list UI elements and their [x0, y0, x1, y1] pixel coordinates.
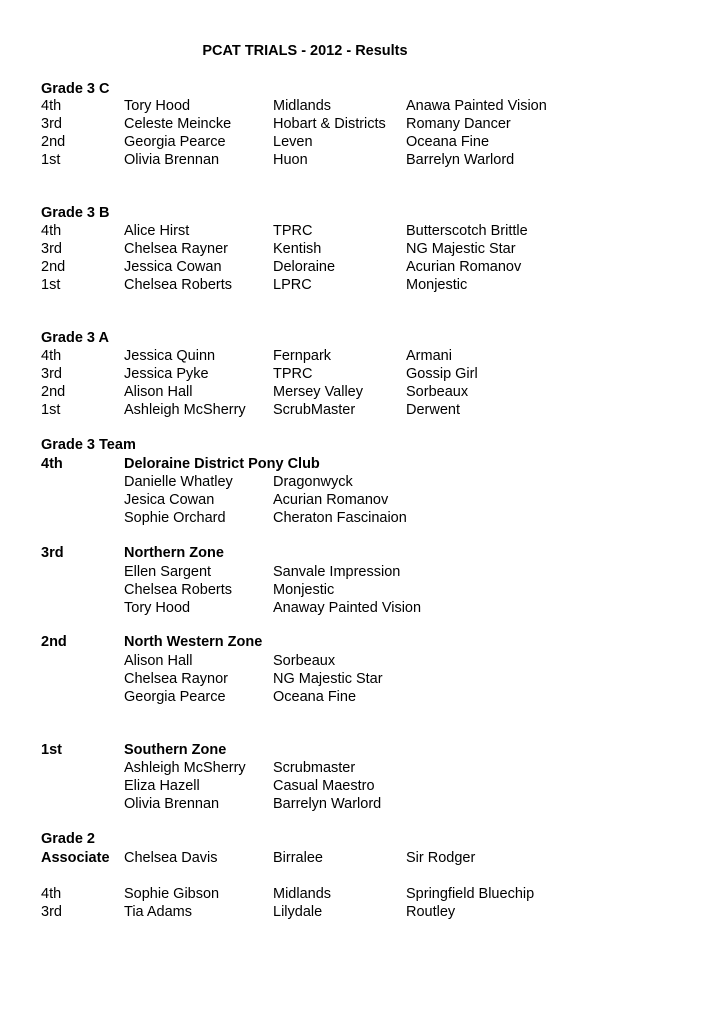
club-name: ScrubMaster [273, 402, 356, 418]
rider-name: Chelsea Rayner [124, 241, 228, 257]
club-name: Leven [273, 134, 313, 150]
rider-name: Eliza Hazell [124, 778, 200, 794]
team-placing: 1st [41, 742, 62, 758]
section-heading-grade-2: Grade 2 [41, 831, 95, 847]
rider-name: Olivia Brennan [124, 152, 220, 168]
rider-name: Chelsea Raynor [124, 671, 228, 687]
horse-name: Barrelyn Warlord [273, 796, 382, 812]
club-name: Lilydale [273, 904, 323, 920]
club-name: Fernpark [273, 348, 332, 364]
rider-name: Jesica Cowan [124, 492, 215, 508]
rider-name: Ellen Sargent [124, 564, 212, 580]
placing: 2nd [41, 384, 66, 400]
horse-name: Barrelyn Warlord [406, 152, 515, 168]
club-name: LPRC [273, 277, 312, 293]
horse-name: Sorbeaux [406, 384, 469, 400]
horse-name: Springfield Bluechip [406, 886, 535, 902]
horse-name: Oceana Fine [273, 689, 357, 705]
rider-name: Jessica Quinn [124, 348, 216, 364]
section-heading-grade-3-c: Grade 3 C [41, 81, 110, 97]
placing: 4th [41, 98, 62, 114]
horse-name: Sir Rodger [406, 850, 476, 866]
horse-name: Oceana Fine [406, 134, 490, 150]
rider-name: Alison Hall [124, 653, 193, 669]
horse-name: Butterscotch Brittle [406, 223, 528, 239]
horse-name: Casual Maestro [273, 778, 375, 794]
horse-name: Monjestic [406, 277, 468, 293]
horse-name: Anawa Painted Vision [406, 98, 547, 114]
team-placing: 2nd [41, 634, 67, 650]
section-heading-grade-3-b: Grade 3 B [41, 205, 110, 221]
club-name: Huon [273, 152, 308, 168]
horse-name: Acurian Romanov [273, 492, 389, 508]
team-name: Deloraine District Pony Club [124, 456, 320, 472]
rider-name: Alison Hall [124, 384, 193, 400]
club-name: Midlands [273, 886, 332, 902]
team-name: Northern Zone [124, 545, 224, 561]
team-name: Southern Zone [124, 742, 227, 758]
rider-name: Sophie Orchard [124, 510, 226, 526]
horse-name: Cheraton Fascinaion [273, 510, 407, 526]
placing: 3rd [41, 116, 62, 132]
rider-name: Georgia Pearce [124, 134, 226, 150]
horse-name: Romany Dancer [406, 116, 511, 132]
horse-name: Acurian Romanov [406, 259, 522, 275]
horse-name: Armani [406, 348, 452, 364]
section-heading-grade-3-a: Grade 3 A [41, 330, 109, 346]
associate-label: Associate [41, 850, 110, 866]
placing: 2nd [41, 134, 66, 150]
club-name: Deloraine [273, 259, 336, 275]
placing: 3rd [41, 241, 62, 257]
horse-name: Sorbeaux [273, 653, 336, 669]
horse-name: Derwent [406, 402, 460, 418]
horse-name: NG Majestic Star [273, 671, 383, 687]
placing: 3rd [41, 904, 62, 920]
placing: 4th [41, 223, 62, 239]
club-name: Mersey Valley [273, 384, 363, 400]
rider-name: Chelsea Roberts [124, 277, 232, 293]
rider-name: Jessica Cowan [124, 259, 222, 275]
rider-name: Ashleigh McSherry [124, 760, 246, 776]
placing: 4th [41, 348, 62, 364]
club-name: Birralee [273, 850, 323, 866]
placing: 2nd [41, 259, 66, 275]
rider-name: Ashleigh McSherry [124, 402, 246, 418]
horse-name: Monjestic [273, 582, 335, 598]
rider-name: Alice Hirst [124, 223, 190, 239]
club-name: Midlands [273, 98, 332, 114]
rider-name: Tory Hood [124, 600, 191, 616]
horse-name: Gossip Girl [406, 366, 478, 382]
horse-name: Scrubmaster [273, 760, 356, 776]
rider-name: Olivia Brennan [124, 796, 220, 812]
rider-name: Georgia Pearce [124, 689, 226, 705]
team-placing: 3rd [41, 545, 64, 561]
rider-name: Celeste Meincke [124, 116, 232, 132]
horse-name: Routley [406, 904, 456, 920]
placing: 1st [41, 402, 61, 418]
horse-name: Sanvale Impression [273, 564, 401, 580]
rider-name: Tia Adams [124, 904, 192, 920]
rider-name: Chelsea Roberts [124, 582, 232, 598]
club-name: TPRC [273, 366, 313, 382]
rider-name: Tory Hood [124, 98, 191, 114]
club-name: TPRC [273, 223, 313, 239]
rider-name: Chelsea Davis [124, 850, 218, 866]
team-placing: 4th [41, 456, 63, 472]
placing: 4th [41, 886, 62, 902]
placing: 1st [41, 277, 61, 293]
horse-name: Anaway Painted Vision [273, 600, 422, 616]
placing: 3rd [41, 366, 62, 382]
team-name: North Western Zone [124, 634, 263, 650]
club-name: Hobart & Districts [273, 116, 386, 132]
club-name: Kentish [273, 241, 322, 257]
horse-name: NG Majestic Star [406, 241, 516, 257]
page-title: PCAT TRIALS - 2012 - Results [202, 43, 408, 59]
rider-name: Jessica Pyke [124, 366, 209, 382]
placing: 1st [41, 152, 61, 168]
horse-name: Dragonwyck [273, 474, 353, 490]
rider-name: Danielle Whatley [124, 474, 233, 490]
rider-name: Sophie Gibson [124, 886, 220, 902]
section-heading-grade-3-team: Grade 3 Team [41, 437, 136, 453]
